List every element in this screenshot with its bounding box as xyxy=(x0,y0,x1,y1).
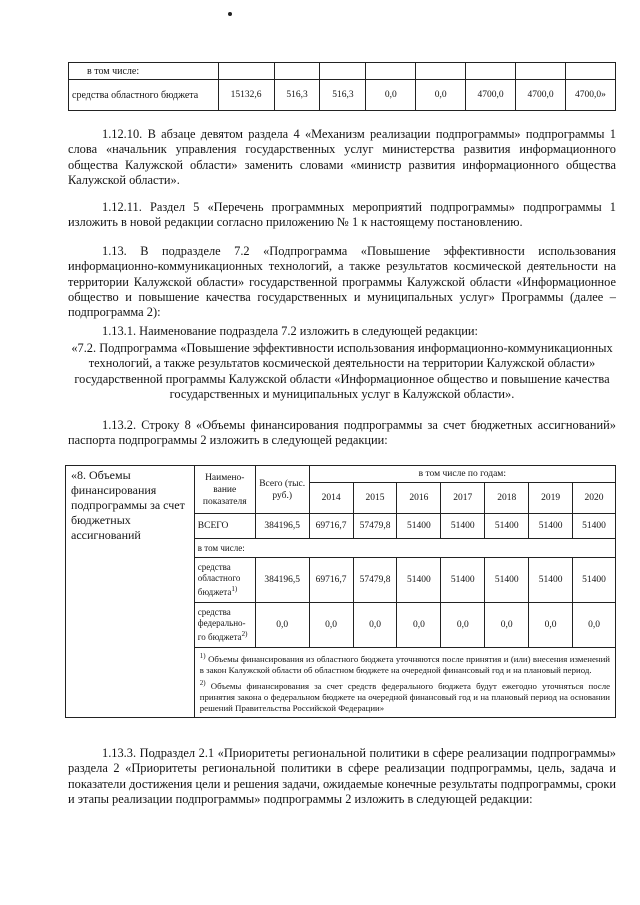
footnote-2 xyxy=(200,678,610,714)
page-mark xyxy=(228,12,232,16)
table-row xyxy=(69,80,616,111)
year-header: 2015 xyxy=(353,483,397,514)
year-header: 2014 xyxy=(309,483,353,514)
table-cell: 15132,6 xyxy=(218,80,274,111)
table-cell: 51400 xyxy=(485,558,529,603)
col-header-name: Наимено-вание показателя xyxy=(194,466,255,514)
table-cell: 0,0 xyxy=(353,603,397,648)
table-cell: 0,0 xyxy=(416,80,466,111)
row-incl-label: в том числе: xyxy=(194,539,615,558)
table-cell: 69716,7 xyxy=(309,558,353,603)
row-federal-text: средства федерально-го бюджета xyxy=(197,607,246,642)
table-cell: 0,0 xyxy=(397,603,441,648)
top-row1-label: в том числе: xyxy=(69,63,219,80)
row-regional-label xyxy=(194,558,255,603)
table-cell: 51400 xyxy=(397,558,441,603)
table-cell: 4700,0 xyxy=(466,80,516,111)
row-regional-text: средства областного бюджета xyxy=(197,562,241,597)
paragraph-1-13-2: 1.13.2. Строку 8 «Объемы финансирования подпрограммы за счет бюджетных ассигнований» паспорта подпрограммы 2 изложить в следующей редакции: xyxy=(68,418,616,448)
col-header-total: Всего (тыс. руб.) xyxy=(255,466,309,514)
table-cell: 51400 xyxy=(529,558,573,603)
table-cell: 57479,8 xyxy=(353,514,397,539)
year-header: 2017 xyxy=(441,483,485,514)
year-header: 2018 xyxy=(485,483,529,514)
year-header: 2020 xyxy=(573,483,616,514)
table-cell: 0,0 xyxy=(255,603,309,648)
year-header: 2016 xyxy=(397,483,441,514)
paragraph-1-12-10: 1.12.10. В абзаце девятом раздела 4 «Механизм реализации подпрограммы» подпрограммы 1 слова «начальник управления государственных услуг министерства развития информационного общества Калужской области» заменить словами «министр развития информационного общества Калужской области». xyxy=(68,127,616,187)
table-cell: 51400 xyxy=(573,558,616,603)
table-cell: 0,0 xyxy=(573,603,616,648)
paragraph-1-13: 1.13. В подразделе 7.2 «Подпрограмма «Повышение эффективности использования информационно-коммуникационных технологий, а также результатов космической деятельности на территории Калужской области» государственной программы Калужской области «Информационное общество и повышение качества государственных и муниципальных услуг» Программы (далее – подпрограмма 2): xyxy=(68,244,616,320)
paragraph-subsection-title: «7.2. Подпрограмма «Повышение эффективности использования информационно-коммуникационных технологий, а также результатов космической деятельности на территории Калужской области» государственной программы Калужской области «Информационное общество и повышение качества государственных и муниципальных услуг в Калужской области». xyxy=(71,341,613,401)
footnote-1-text: Объемы финансирования из областного бюджета уточняются после принятия и (или) внесения изменений в закон Калужской области об областном бюджете на очередной финансовый год и на плановый период. xyxy=(199,653,610,675)
table-cell: 0,0 xyxy=(529,603,573,648)
table-cell: 384196,5 xyxy=(255,558,309,603)
table-cell: 4700,0 xyxy=(516,80,566,111)
top-row2-label: средства областного бюджета xyxy=(69,80,219,111)
footnote-ref-2: 2) xyxy=(241,630,248,638)
table-cell: 51400 xyxy=(397,514,441,539)
table-cell: 69716,7 xyxy=(309,514,353,539)
table-cell: 51400 xyxy=(441,514,485,539)
footnote-1-marker: 1) xyxy=(199,652,206,660)
table-cell: 0,0 xyxy=(366,80,416,111)
table-cell: 51400 xyxy=(485,514,529,539)
table-cell: 4700,0» xyxy=(565,80,615,111)
top-table-fragment xyxy=(68,62,616,111)
table-cell: 51400 xyxy=(441,558,485,603)
table-cell: 0,0 xyxy=(309,603,353,648)
table-cell: 384196,5 xyxy=(255,514,309,539)
table-cell: 51400 xyxy=(573,514,616,539)
row-federal-label xyxy=(194,603,255,648)
footnotes xyxy=(194,648,615,718)
table-cell: 516,3 xyxy=(274,80,320,111)
footnote-1 xyxy=(200,651,610,676)
table-cell: 51400 xyxy=(529,514,573,539)
table-row xyxy=(69,63,616,80)
col-header-years: в том числе по годам: xyxy=(309,466,615,483)
table-cell: 0,0 xyxy=(485,603,529,648)
year-header: 2019 xyxy=(529,483,573,514)
table-row xyxy=(66,466,616,483)
paragraph-1-12-11: 1.12.11. Раздел 5 «Перечень программных мероприятий подпрограммы» подпрограммы 1 изложить в новой редакции согласно приложению № 1 к настоящему постановлению. xyxy=(68,200,616,230)
footnote-2-marker: 2) xyxy=(199,678,206,687)
table-cell: 516,3 xyxy=(320,80,366,111)
financing-label: «8. Объемы финансирования подпрограммы за счет бюджетных ассигнований xyxy=(66,466,195,718)
row-total-label: ВСЕГО xyxy=(194,514,255,539)
table-cell: 0,0 xyxy=(441,603,485,648)
financing-table xyxy=(65,465,616,718)
footnote-ref-1: 1) xyxy=(231,585,238,593)
table-cell: 57479,8 xyxy=(353,558,397,603)
paragraph-1-13-1: 1.13.1. Наименование подраздела 7.2 изложить в следующей редакции: xyxy=(102,324,478,338)
footnote-2-text: Объемы финансирования за счет средств федерального бюджета будут ежегодно уточняться после принятия закона о федеральном бюджете на очередной финансовый год и на плановый период на основании решений Правительства Российской Федерации» xyxy=(199,680,611,713)
paragraph-1-13-3: 1.13.3. Подраздел 2.1 «Приоритеты региональной политики в сфере реализации подпрограммы» раздела 2 «Приоритеты региональной политики в сфере реализации подпрограммы, цель, задача и показатели достижения цели и решения задачи, ожидаемые конечные результаты подпрограммы, сроки и этапы реализации подпрограммы» подпрограммы 2 изложить в следующей редакции: xyxy=(68,746,616,806)
